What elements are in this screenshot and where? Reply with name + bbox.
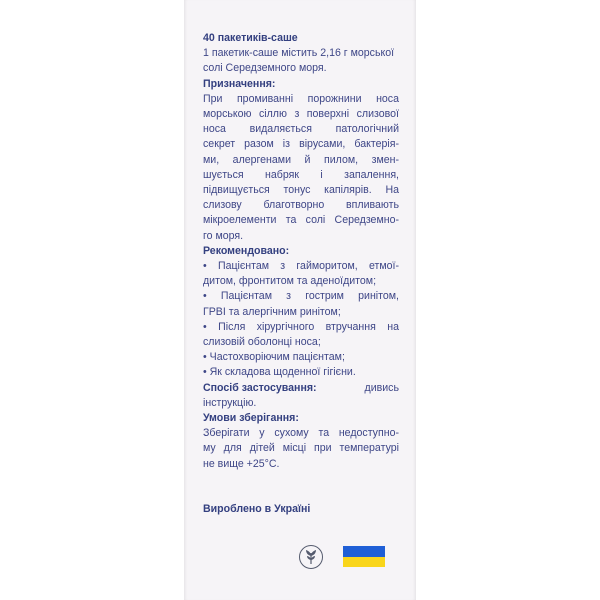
purpose-line: При промиванні порожнини носа <box>203 92 399 105</box>
usage-label: Спосіб застосування: <box>203 381 317 394</box>
purpose-line: ми, алергенами й пилом, змен- <box>203 153 399 166</box>
recommended-heading: Рекомендовано: <box>203 244 290 257</box>
purpose-line: секрет разом із вірусами, бактерія- <box>203 138 399 151</box>
purpose-line: носа видаляється патологічний <box>203 123 399 136</box>
list-item: • Як складова щоденної гігієни. <box>203 366 356 379</box>
list-item: • Після хірургічного втручання на <box>203 320 399 333</box>
eco-leaf-icon <box>298 544 324 570</box>
list-item: • Пацієнтам з гострим ринітом, <box>203 290 399 303</box>
purpose-text <box>203 92 399 244</box>
list-item: • Частохворіючим пацієнтам; <box>203 351 345 364</box>
purpose-line: го моря. <box>203 229 244 242</box>
list-item-cont: дитом, фронтитом та аденоїдитом; <box>203 275 377 288</box>
usage-text-cont: інструкцію. <box>203 396 257 409</box>
usage-text: дивись <box>364 381 399 394</box>
count-line: 40 пакетиків-саше <box>203 32 298 44</box>
list-item: • Пацієнтам з гайморитом, етмої- <box>203 260 399 273</box>
purpose-line: мікроелементи та солі Середземно- <box>203 214 399 227</box>
purpose-heading: Призначення: <box>203 77 276 90</box>
purpose-line: шується набряк і запалення, <box>203 168 399 181</box>
usage-row <box>203 381 399 396</box>
storage-heading: Умови зберігання: <box>203 412 299 425</box>
content-line-2: солі Середземного моря. <box>203 62 327 75</box>
list-item-cont: ГРВІ та алергічним ринітом; <box>203 305 341 318</box>
list-item-cont: слизовій оболонці носа; <box>203 336 321 349</box>
storage-line: му для дітей місці при температурі <box>203 442 399 455</box>
storage-line: Зберігати у сухому та недоступно- <box>203 427 399 440</box>
purpose-line: морською сіллю з поверхні слизової <box>203 108 399 121</box>
storage-line: не вище +25°С. <box>203 457 280 470</box>
recommended-list <box>203 259 399 381</box>
ukraine-flag-icon <box>343 546 385 567</box>
content-line-1: 1 пакетик-саше містить 2,16 г морської <box>203 47 395 60</box>
purpose-line: підвищується тонус капілярів. На <box>203 184 399 197</box>
package-text <box>203 31 399 517</box>
purpose-line: слизову благотворно впливають <box>203 199 399 212</box>
made-in-label: Вироблено в Україні <box>203 502 311 515</box>
